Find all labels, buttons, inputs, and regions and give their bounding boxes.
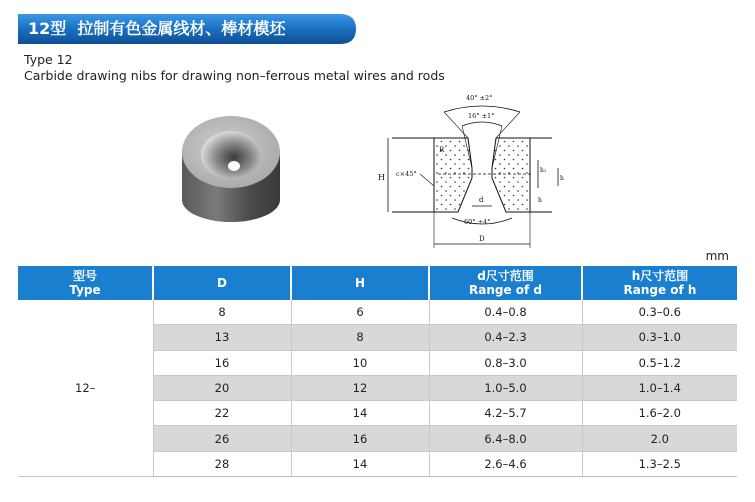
header-H-label: H [354,276,366,290]
label-angle-inner: 16° ±1° [468,112,495,120]
label-R: R [439,146,445,154]
cell-h-range: 1.6–2.0 [582,401,737,426]
header-range-h-en: Range of h [623,283,697,297]
cell-H: 12 [291,375,429,400]
product-photo [176,108,286,224]
spec-table [18,266,737,477]
cell-h-range: 0.5–1.2 [582,350,737,375]
header-type [18,266,153,300]
header-H [291,266,429,300]
cell-H: 14 [291,401,429,426]
header-range-d-en: Range of d [468,283,543,297]
cell-h-range: 2.0 [582,426,737,451]
label-angle-outer: 40° ±2° [466,94,493,102]
cell-D: 20 [153,375,291,400]
label-d: d [479,196,484,204]
cell-D: 26 [153,426,291,451]
cell-H: 10 [291,350,429,375]
page-title [28,14,285,44]
title-prefix: 12型 [28,19,67,38]
title-main: 拉制有色金属线材、棒材模坯 [77,19,286,38]
cell-H: 6 [291,300,429,325]
subtitle-type: Type 12 [24,52,73,67]
label-H: H [378,173,385,182]
cell-H: 16 [291,426,429,451]
cell-d-range: 1.0–5.0 [429,375,582,400]
table-header-row [18,266,737,300]
cell-h-range: 0.3–1.0 [582,325,737,350]
cell-D: 28 [153,451,291,476]
cell-d-range: 2.6–4.6 [429,451,582,476]
cell-d-range: 0.8–3.0 [429,350,582,375]
subtitle-description: Carbide drawing nibs for drawing non–ferrous metal wires and rods [24,68,445,83]
label-angle-bottom: 60° ±4° [464,218,491,226]
label-chamfer: c×45° [396,170,417,178]
type-cell: 12– [18,300,153,477]
header-range-h-cn: h尺寸范围 [631,269,689,283]
header-type-cn: 型号 [72,269,97,283]
cell-D: 13 [153,325,291,350]
cell-d-range: 0.4–2.3 [429,325,582,350]
header-D-label: D [217,276,227,290]
cell-H: 14 [291,451,429,476]
title-bar [18,14,356,44]
label-h-bottom: h [538,197,542,204]
label-h1: h₁ [540,167,547,174]
header-range-d-cn: d尺寸范围 [477,269,534,283]
label-h: h [560,175,564,182]
cell-d-range: 0.4–0.8 [429,300,582,325]
cell-D: 8 [153,300,291,325]
header-range-d [429,266,582,300]
header-type-en: Type [69,283,101,297]
cell-h-range: 0.3–0.6 [582,300,737,325]
cell-D: 16 [153,350,291,375]
cell-h-range: 1.0–1.4 [582,375,737,400]
header-D [153,266,291,300]
cell-D: 22 [153,401,291,426]
cross-section-diagram [372,90,572,255]
unit-label: mm [705,249,729,263]
header-range-h [582,266,737,300]
cell-h-range: 1.3–2.5 [582,451,737,476]
label-D: D [479,235,485,243]
table-row [18,300,737,325]
cell-d-range: 6.4–8.0 [429,426,582,451]
cell-d-range: 4.2–5.7 [429,401,582,426]
cell-H: 8 [291,325,429,350]
